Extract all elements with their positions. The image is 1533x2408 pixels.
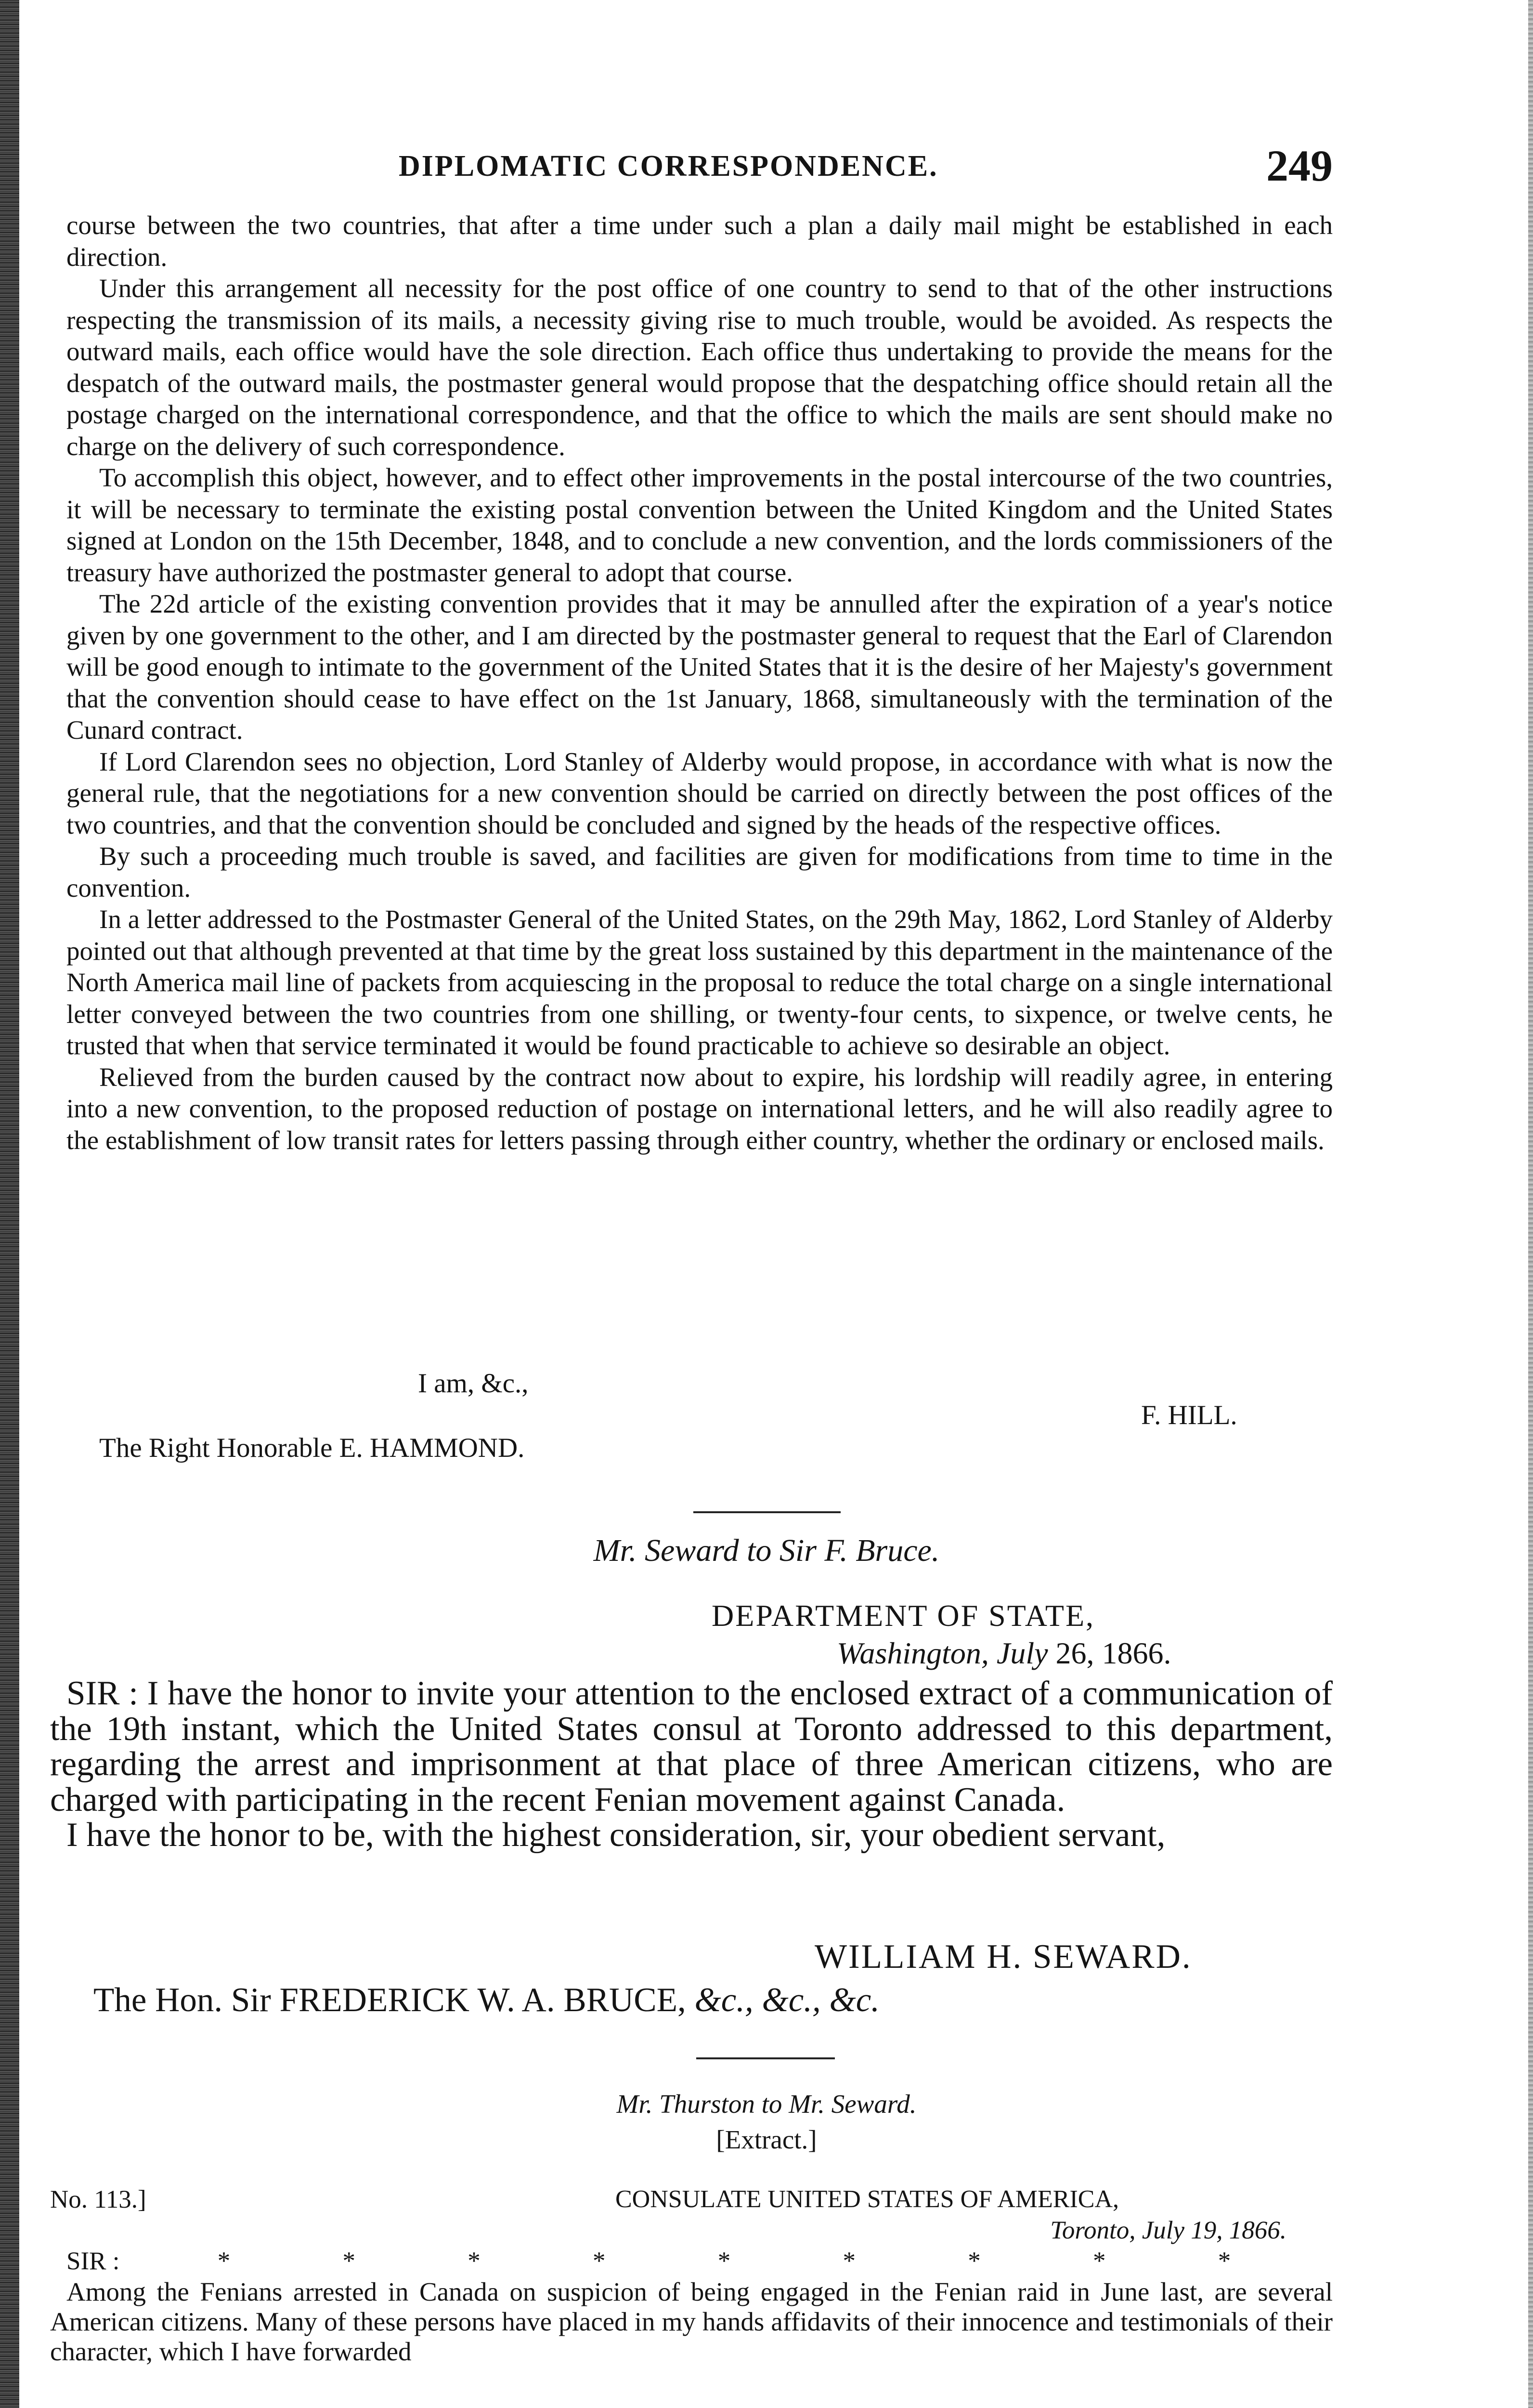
paragraph: Under this arrangement all necessity for the post office of one country to send to that of the other instructions respecting the transmission of its mails, a necessity giving rise to much trouble, would be avoided. As respects the outward mails, each office would have the sole direction. Each office thus undertaking to provide the means for the despatch of the outward mails, the postmaster general would propose that the despatching office should retain all the postage charged on the international correspondence, and that the office to which the mails are sent should make no charge on the delivery of such correspondence. bbox=[66, 274, 1333, 461]
scan-binding-edge bbox=[0, 0, 19, 2408]
running-title: DIPLOMATIC CORRESPONDENCE. bbox=[399, 150, 938, 183]
running-header bbox=[66, 141, 1333, 193]
seward-closing: I have the honor to be, with the highest consideration, sir, your obedient servant, bbox=[66, 1816, 1166, 1854]
hill-closing: I am, &c., bbox=[418, 1368, 529, 1399]
paragraph: course between the two countries, that after a time under such a plan a daily mail might be established in each direction. bbox=[66, 210, 1333, 272]
addressee-name: FREDERICK W. A. BRUCE, bbox=[279, 1981, 686, 2019]
salutation: SIR : bbox=[66, 1675, 138, 1712]
hill-addressee: The Right Honorable E. HAMMOND. bbox=[99, 1433, 525, 1463]
seward-body-text: I have the honor to invite your attention to the enclosed extract of a communication of the 19th instant, which the United States consul at Toronto addressed to this department, regarding the arrest and imprisonment at that place of three American citizens, who are charged with participating in the recent Fenian movement against Canada. bbox=[50, 1675, 1333, 1819]
seward-addressee bbox=[93, 1981, 880, 2019]
section-divider bbox=[693, 1511, 841, 1513]
dispatch-number: No. 113.] bbox=[50, 2186, 146, 2213]
hill-letter-body bbox=[66, 209, 1333, 1156]
paragraph: By such a proceeding much trouble is saved, and facilities are given for modifications from time to time in the convention. bbox=[66, 841, 1333, 903]
consulate-line: CONSULATE UNITED STATES OF AMERICA, bbox=[615, 2186, 1119, 2213]
paragraph: The 22d article of the existing convention provides that it may be annulled after the expiration of a year's notice given by one government to the other, and I am directed by the postmaster general to request that the Earl of Clarendon will be good enough to intimate to the government of the United States that it is the desire of her Majesty's government that the convention should cease to have effect on the 1st January, 1868, simultaneously with the termination of the Cunard contract. bbox=[66, 589, 1333, 745]
paragraph: Relieved from the burden caused by the contract now about to expire, his lordship will readily agree, in entering into a new convention, to the proposed reduction of postage on international letters, and he will also readily agree to the establishment of low transit rates for letters passing through either country, whether the ordinary or enclosed mails. bbox=[66, 1062, 1333, 1155]
paragraph: To accomplish this object, however, and to effect other improvements in the postal intercourse of the two countries, it will be necessary to terminate the existing postal convention between the United Kingdom and the United States signed at London on the 15th December, 1848, and to conclude a new convention, and the lords commissioners of the treasury have authorized the postmaster general to adopt that course. bbox=[66, 463, 1333, 587]
scan-right-edge bbox=[1528, 0, 1533, 2408]
page-number: 249 bbox=[1266, 141, 1333, 190]
seward-signature: WILLIAM H. SEWARD. bbox=[815, 1938, 1192, 1976]
thurston-letter-heading: Mr. Thurston to Mr. Seward. bbox=[616, 2089, 917, 2119]
hill-signature: F. HILL. bbox=[1141, 1400, 1237, 1430]
thurston-salutation-line bbox=[66, 2245, 1318, 2277]
addressee-prefix: The Hon. Sir bbox=[93, 1981, 271, 2019]
salutation: SIR : bbox=[66, 2247, 120, 2275]
ellipsis-stars: * * * * * * * * * bbox=[217, 2247, 1284, 2275]
paragraph: If Lord Clarendon sees no objection, Lord Stanley of Alderby would propose, in accordance with what is now the general rule, that the negotiations for a new convention should be carried on directly between the post offices of the two countries, and that the convention should be concluded and signed by the heads of the respective offices. bbox=[66, 746, 1333, 839]
dateline-place: Washington, July bbox=[837, 1636, 1048, 1670]
extract-label: [Extract.] bbox=[716, 2125, 817, 2154]
addressee-suffix: &c., &c., &c. bbox=[694, 1981, 880, 2019]
seward-dateline bbox=[837, 1635, 1171, 1672]
paragraph: In a letter addressed to the Postmaster General of the United States, on the 29th May, 1862, Lord Stanley of Alderby pointed out that although prevented at that time by the great loss sustained by this department in the maintenance of the North America mail line of packets from acquiescing in the proposal to reduce the total charge on a single international letter conveyed between the two countries from one shilling, or twenty-four cents, to sixpence, or twelve cents, he trusted that when that service terminated it would be found practicable to achieve so desirable an object. bbox=[66, 904, 1333, 1060]
thurston-paragraph: Among the Fenians arrested in Canada on suspicion of being engaged in the Fenian raid in June last, are several American citizens. Many of these persons have placed in my hands affidavits of their innocence and testimonials of their character, which I have forwarded bbox=[50, 2277, 1333, 2366]
section-divider bbox=[696, 2057, 835, 2059]
seward-letter-heading: Mr. Seward to Sir F. Bruce. bbox=[593, 1533, 940, 1568]
dateline-date: 26, 1866. bbox=[1055, 1636, 1171, 1670]
department-of-state: DEPARTMENT OF STATE, bbox=[712, 1598, 1095, 1633]
thurston-dateline: Toronto, July 19, 1866. bbox=[1050, 2216, 1286, 2244]
seward-paragraph bbox=[50, 1676, 1333, 1818]
thurston-letter-body bbox=[50, 2277, 1333, 2367]
seward-letter-body bbox=[50, 1676, 1333, 1853]
